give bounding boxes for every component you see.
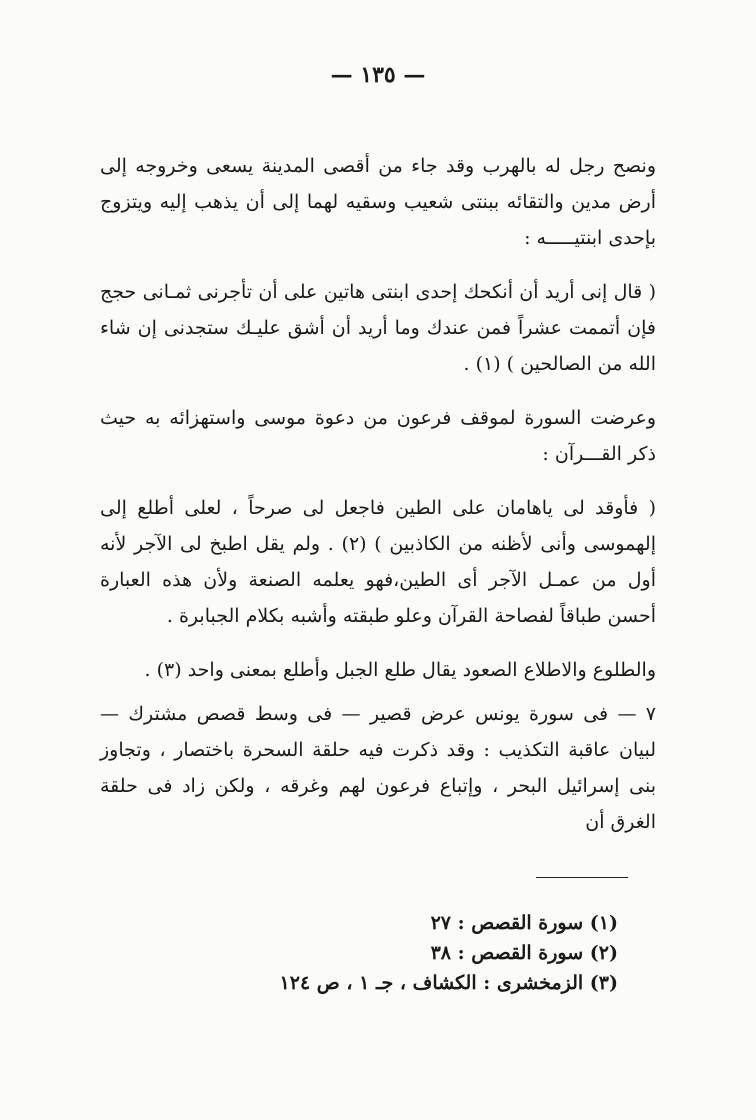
paragraph-quote-qasas-27: ( قال إنى أريد أن أنكحك إحدى ابنتى هاتين على أن تأجرنى ثمـانى حجج فإن أتممت عشراً فمن عندك وما أريد أن أشق عليـك ستجدنى إن شاء الله من الصالحين ) (١) . — [100, 281, 656, 375]
footnote-2: (٢) سورة القصص : ٣٨ — [430, 942, 618, 964]
paragraph-surah-yunus: ٧ — فى سورة يونس عرض قصير — فى وسط قصص مشترك — لبيان عاقبة التكذيب : وقد ذكرت فيه حلقة السحرة باختصار ، وتجاوز بنى إسرائيل البحر ، وإتباع فرعون لهم وغرقه ، ولكن زاد فى حلقة الغرق أن — [100, 703, 656, 833]
body-text — [100, 148, 656, 840]
page-number: — ١٣٥ — — [330, 62, 426, 88]
footnotes — [198, 908, 618, 998]
footnote-divider — [536, 877, 628, 878]
footnote-3: (٣) الزمخشرى : الكشاف ، جـ ١ ، ص ١٢٤ — [279, 972, 618, 994]
paragraph-quote-qasas-38: ( فأوقد لى ياهامان على الطين فاجعل لى صرحاً ، لعلى أطلع إلى إلهموسى وأنى لأظنه من الكاذبين ) (٢) . ولم يقل اطبخ لى الآجر لأنه أول من عمـل الآجر أى الطين،فهو يعلمه الصنعة ولأن هذه العبارة أحسن طباقاً لفصاحة القرآن وعلو طبقته وأشبه بكلام الجبابرة . — [100, 497, 656, 627]
paragraph-moses-flight: ونصح رجل له بالهرب وقد جاء من أقصى المدينة يسعى وخروجه إلى أرض مدين والتقائه ببنتى شعيب وسقيه لهما إلى أن يذهب إليه ويتزوج بإحدى ابنتيـــــه : — [100, 155, 656, 249]
footnote-1: (١) سورة القصص : ٢٧ — [430, 912, 618, 934]
paragraph-pharaoh-stance: وعرضت السورة لموقف فرعون من دعوة موسى واستهزائه به حيث ذكر القـــرآن : — [100, 407, 656, 465]
paragraph-ascend-meaning: والطلوع والاطلاع الصعود يقال طلع الجبل وأطلع بمعنى واحد (٣) . — [144, 659, 656, 681]
